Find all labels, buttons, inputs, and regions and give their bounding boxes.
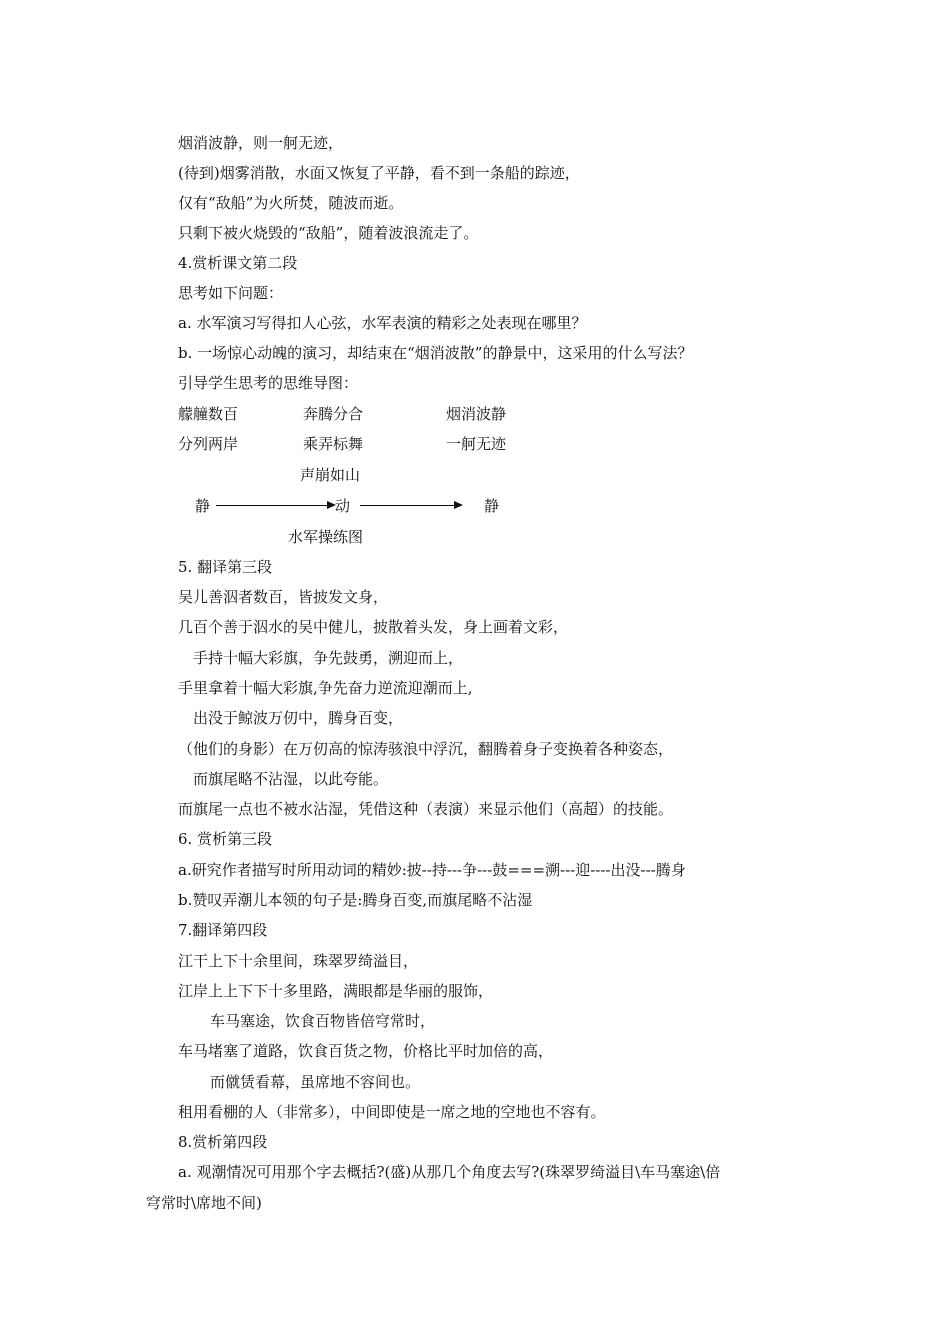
- mindmap-node-start: 静: [195, 497, 211, 515]
- text-line: 仅有“敌船”为火所焚，随波而逝。: [178, 194, 404, 212]
- question-a: a. 水军演习写得扣人心弦，水军表演的精彩之处表现在哪里？: [178, 314, 587, 332]
- text-line: 吴儿善泅者数百，皆披发文身，: [178, 588, 389, 606]
- section-heading: 5. 翻译第三段: [178, 558, 273, 576]
- mindmap-node-end: 静: [484, 497, 500, 515]
- text-line: 穹常时\席地不间): [146, 1194, 262, 1212]
- text-line: 车马堵塞了道路，饮食百货之物，价格比平时加倍的高，: [178, 1042, 554, 1060]
- mindmap-item: 声崩如山: [300, 466, 361, 484]
- text-line: 手里拿着十幅大彩旗,争先奋力逆流迎潮而上,: [178, 679, 473, 697]
- text-line: 而僦赁看幕，虽席地不容间也。: [210, 1073, 421, 1091]
- text-line: 手持十幅大彩旗，争先鼓勇，溯迎而上，: [193, 649, 464, 667]
- mindmap-item: 分列两岸: [178, 435, 239, 453]
- mindmap-item: 奔腾分合: [303, 405, 364, 423]
- text-line: 而旗尾略不沾湿，以此夸能。: [193, 770, 389, 788]
- mindmap-item: 乘弄标舞: [303, 435, 364, 453]
- text-line: a. 观潮情况可用那个字去概括?(盛)从那几个角度去写?(珠翠罗绮溢目\车马塞途\倍: [178, 1163, 721, 1181]
- text-line: （他们的身影）在万仞高的惊涛骇浪中浮沉，翻腾着身子变换着各种姿态，: [178, 740, 674, 758]
- text-line: b.赞叹弄潮儿本领的句子是:腾身百变,而旗尾略不沾湿: [178, 891, 533, 909]
- text-line: 租用看棚的人（非常多），中间即使是一席之地的空地也不容有。: [178, 1103, 606, 1121]
- arrow-icon: [360, 505, 461, 506]
- mindmap-item: 烟消波静: [446, 405, 507, 423]
- text-line: 出没于鲸波万仞中，腾身百变，: [193, 709, 404, 727]
- mindmap-caption: 水军操练图: [288, 528, 364, 546]
- text-line: 烟消波静，则一舸无迹，: [178, 134, 344, 152]
- text-line: 几百个善于泅水的吴中健儿，披散着头发，身上画着文彩，: [178, 618, 569, 636]
- text-line: 江岸上上下下十多里路，满眼都是华丽的服饰，: [178, 982, 494, 1000]
- mindmap-item: 艨艟数百: [178, 405, 239, 423]
- text-line: (待到)烟雾消散，水面又恢复了平静，看不到一条船的踪迹，: [178, 164, 580, 182]
- section-heading: 8.赏析第四段: [178, 1133, 268, 1151]
- mindmap-node-middle: 动: [335, 497, 351, 515]
- arrow-icon: [216, 505, 334, 506]
- text-line: 思考如下问题：: [178, 284, 284, 302]
- text-line: 江干上下十余里间，珠翠罗绮溢目，: [178, 952, 419, 970]
- text-line: 只剩下被火烧毁的“敌船”，随着波浪流走了。: [178, 224, 479, 242]
- text-line: 引导学生思考的思维导图：: [178, 374, 359, 392]
- text-line: a.研究作者描写时所用动词的精妙:披--持---争---鼓===溯---迎----出没---腾身: [178, 861, 686, 879]
- question-b: b. 一场惊心动魄的演习，却结束在“烟消波散”的静景中，这采用的什么写法？: [178, 344, 693, 362]
- mindmap-item: 一舸无迹: [446, 435, 507, 453]
- text-line: 车马塞途，饮食百物皆倍穹常时，: [210, 1012, 436, 1030]
- section-heading: 7.翻译第四段: [178, 921, 268, 939]
- text-line: 而旗尾一点也不被水沾湿，凭借这种（表演）来显示他们（高超）的技能。: [178, 800, 674, 818]
- section-heading: 4.赏析课文第二段: [178, 254, 298, 272]
- section-heading: 6. 赏析第三段: [178, 830, 273, 848]
